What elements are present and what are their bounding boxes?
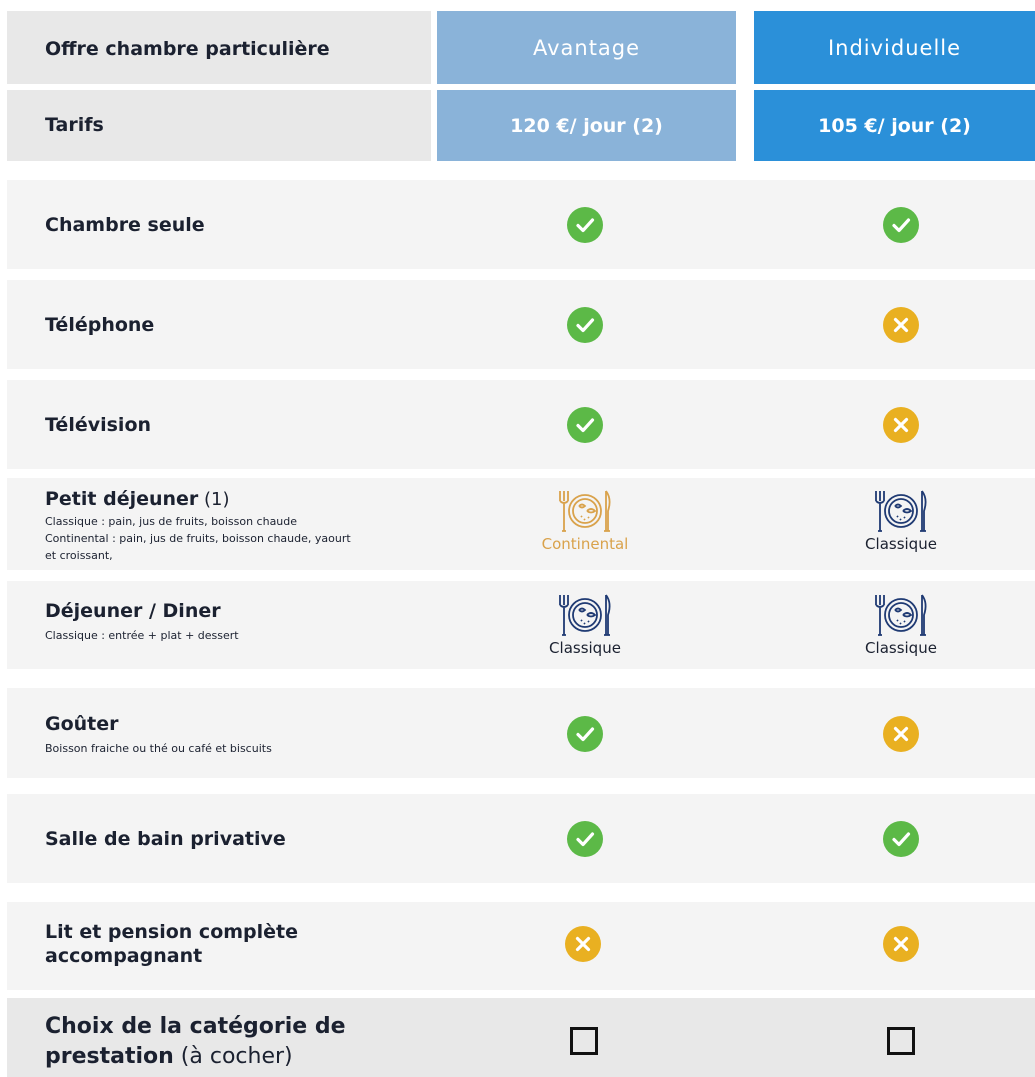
price-cell-avantage [437,90,736,161]
petit-dejeuner-suffix: (1) [198,489,230,510]
row-label-chambre-seule: Chambre seule [45,214,205,236]
check-circle-icon [883,821,919,857]
price-avantage: 120 €/ jour (2) [510,114,663,137]
dejeuner-detail: Classique : entrée + plat + dessert [45,629,239,642]
row-label-telephone: Téléphone [45,314,155,336]
check-circle-icon [567,307,603,343]
offer-title: Offre chambre particulière [45,38,330,60]
plate-cutlery-icon [870,489,932,535]
row-label-gouter [45,713,272,757]
petit-dejeuner-detail: Classique : pain, jus de fruits, boisson chaude [45,515,298,528]
header-title-cell [7,11,431,84]
col-name-individuelle: Individuelle [827,35,962,60]
dejeuner-title: Déjeuner / Diner [45,600,221,622]
gouter-detail: Boisson fraiche ou thé ou café et biscuits [45,742,272,755]
petit-dejeuner-detail: et croissant, [45,549,113,562]
petit-dejeuner-title: Petit déjeuner [45,488,199,510]
lit-line: accompagnant [45,945,203,967]
plate-cutlery-icon [554,489,616,535]
choix-line-2 [45,1042,346,1072]
col-header-individuelle [754,11,1035,84]
row-label-petit-dejeuner [45,488,351,564]
row-label-choix [45,1012,346,1072]
col-name-avantage: Avantage [532,35,641,60]
checkbox-avantage[interactable] [570,1027,598,1055]
row-label-salle-de-bain: Salle de bain privative [45,828,286,850]
checkbox-individuelle[interactable] [887,1027,915,1055]
x-circle-icon [565,926,601,962]
meal-classique [525,593,645,657]
row-label-dejeuner [45,600,239,644]
check-circle-icon [567,716,603,752]
meal-label: Classique [549,639,621,657]
meal-classique [841,489,961,553]
x-circle-icon [883,716,919,752]
x-circle-icon [883,407,919,443]
row-label-lit [45,920,298,968]
x-circle-icon [883,307,919,343]
row-bg-television [7,380,1035,469]
meal-label: Continental [541,535,629,553]
choix-line: Choix de la catégorie de [45,1014,346,1039]
tarifs-label-cell [7,90,431,161]
check-circle-icon [567,821,603,857]
check-circle-icon [883,207,919,243]
plate-cutlery-icon [870,593,932,639]
tarifs-label: Tarifs [45,114,104,136]
meal-continental [525,489,645,553]
x-circle-icon [883,926,919,962]
choix-suffix: (à cocher) [173,1044,293,1069]
price-individuelle: 105 €/ jour (2) [818,114,971,137]
meal-label: Classique [865,535,937,553]
col-header-avantage [437,11,736,84]
meal-classique [841,593,961,657]
row-label-television: Télévision [45,414,152,436]
check-circle-icon [567,407,603,443]
plate-cutlery-icon [554,593,616,639]
meal-label: Classique [865,639,937,657]
choix-line: prestation [45,1044,174,1069]
price-cell-individuelle [754,90,1035,161]
row-bg-telephone [7,280,1035,369]
lit-line: Lit et pension complète [45,921,299,943]
gouter-title: Goûter [45,713,119,735]
check-circle-icon [567,207,603,243]
petit-dejeuner-detail: Continental : pain, jus de fruits, boisson chaude, yaourt [45,532,351,545]
